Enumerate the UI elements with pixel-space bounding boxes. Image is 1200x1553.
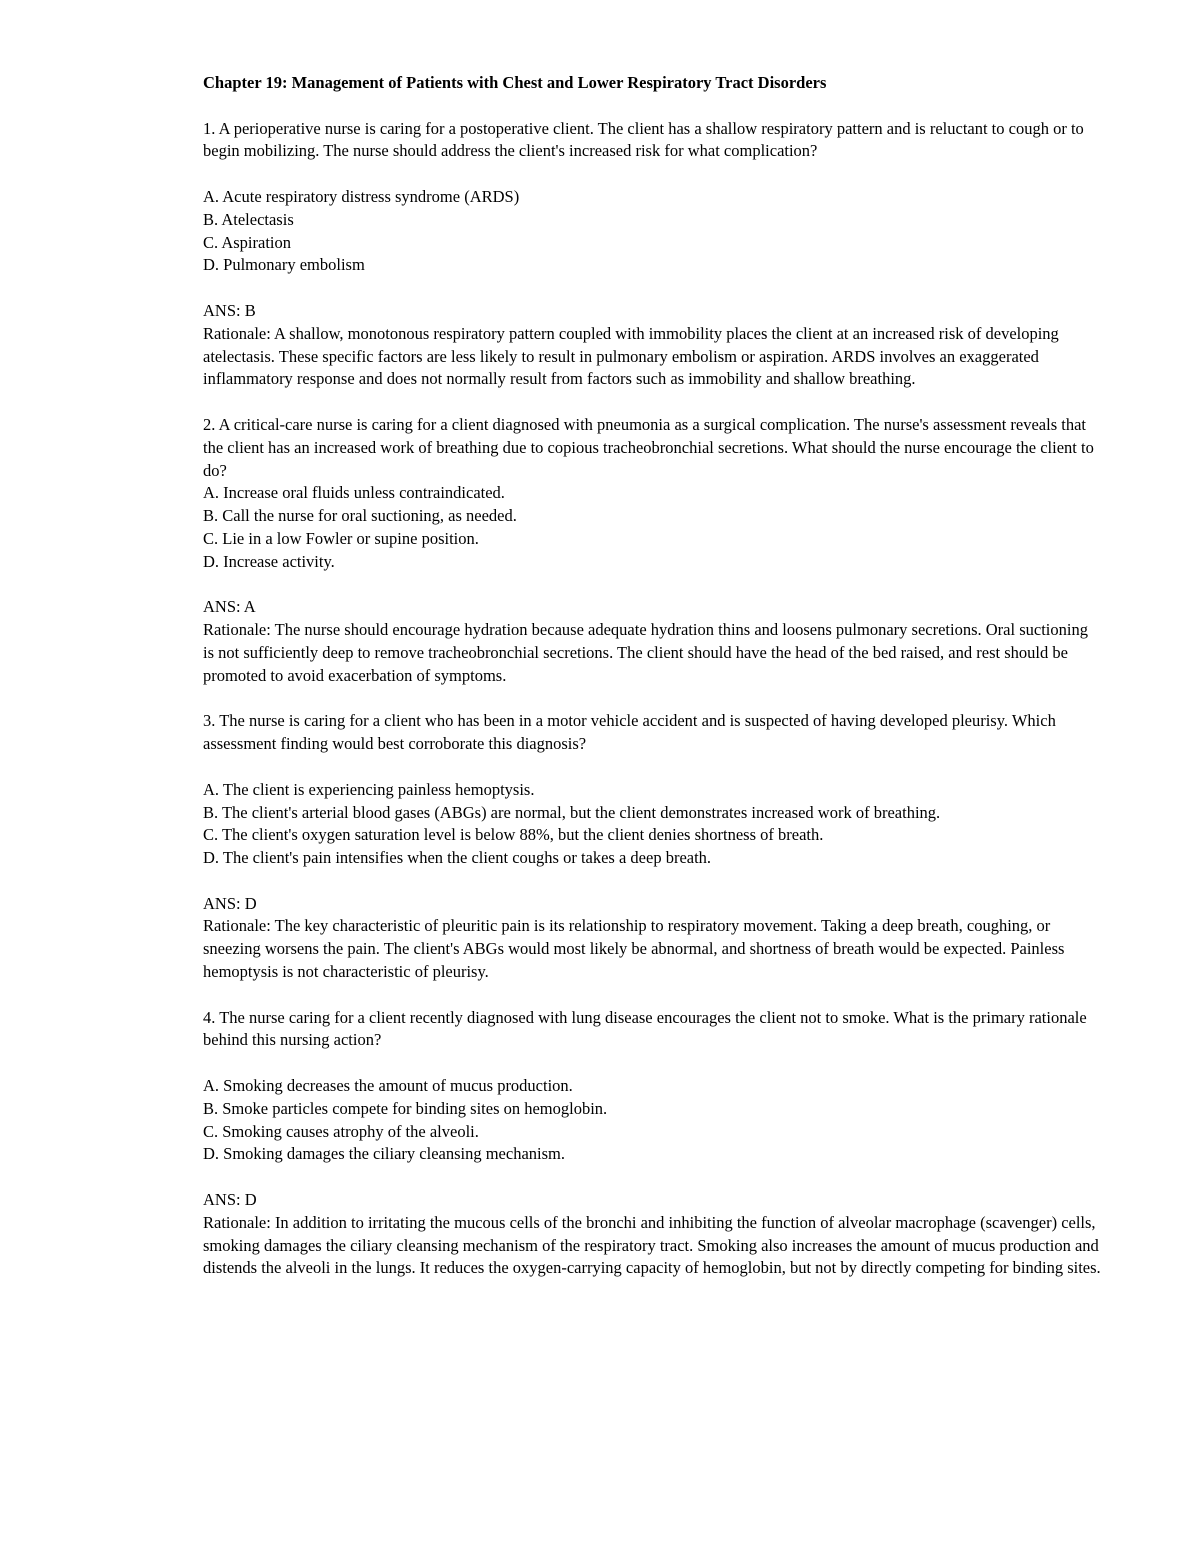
answer-options — [203, 482, 1103, 573]
spacer — [203, 756, 1103, 779]
answer-option: B. Atelectasis — [203, 209, 294, 229]
spacer — [203, 277, 1103, 300]
answer-option: A. Smoking decreases the amount of mucus production. — [203, 1076, 573, 1096]
answer-option: B. Call the nurse for oral suctioning, as needed. — [203, 506, 517, 526]
answer-option: D. The client's pain intensifies when the client coughs or takes a deep breath. — [203, 848, 712, 868]
answer-option: A. Acute respiratory distress syndrome (ARDS) — [203, 186, 520, 206]
spacer — [203, 870, 1103, 893]
chapter-title: Chapter 19: Management of Patients with Chest and Lower Respiratory Tract Disorders — [203, 73, 827, 92]
answer-options — [203, 186, 1103, 277]
question-stem: 2. A critical-care nurse is caring for a client diagnosed with pneumonia as a surgical complication. The nurse's assessment reveals that the client has an increased work of breathing due to copious tracheobronchial secretions. What should the nurse encourage the client to do? — [203, 414, 1094, 480]
answer-key: ANS: D — [203, 893, 257, 913]
answer-option: A. Increase oral fluids unless contraindicated. — [203, 483, 505, 503]
answer-key: ANS: B — [203, 300, 256, 320]
answer-option: C. Aspiration — [203, 232, 292, 252]
question-block-3 — [203, 710, 1103, 984]
answer-options — [203, 1075, 1103, 1166]
answer-options — [203, 779, 1103, 870]
answer-option: C. Lie in a low Fowler or supine position. — [203, 528, 479, 548]
answer-option: B. The client's arterial blood gases (ABGs) are normal, but the client demonstrates increased work of breathing. — [203, 802, 941, 822]
answer-option: C. The client's oxygen saturation level is below 88%, but the client denies shortness of breath. — [203, 825, 824, 845]
spacer — [203, 1166, 1103, 1189]
answer-option: D. Pulmonary embolism — [203, 255, 365, 275]
answer-option: D. Smoking damages the ciliary cleansing mechanism. — [203, 1144, 565, 1164]
rationale-text: Rationale: In addition to irritating the mucous cells of the bronchi and inhibiting the function of alveolar macrophage (scavenger) cells, smoking damages the ciliary cleansing mechanism of the respiratory tract. Smoking also increases the amount of mucus production and distends the alveoli in the lungs. It reduces the oxygen-carrying capacity of hemoglobin, but not by directly competing for binding sites. — [203, 1212, 1101, 1278]
answer-option: C. Smoking causes atrophy of the alveoli. — [203, 1121, 479, 1141]
answer-key: ANS: A — [203, 597, 256, 617]
question-stem: 1. A perioperative nurse is caring for a postoperative client. The client has a shallow respiratory pattern and is reluctant to cough or to begin mobilizing. The nurse should address the client's increased risk for what complication? — [203, 118, 1084, 161]
question-block-2 — [203, 414, 1103, 688]
question-stem: 3. The nurse is caring for a client who has been in a motor vehicle accident and is suspected of having developed pleurisy. Which assessment finding would best corroborate this diagnosis? — [203, 711, 1056, 754]
answer-option: D. Increase activity. — [203, 551, 335, 571]
spacer — [203, 1052, 1103, 1075]
rationale-text: Rationale: A shallow, monotonous respiratory pattern coupled with immobility places the client at an increased risk of developing atelectasis. These specific factors are less likely to result in pulmonary embolism or aspiration. ARDS involves an exaggerated inflammatory response and does not normally result from factors such as immobility and shallow breathing. — [203, 323, 1059, 389]
spacer — [203, 163, 1103, 186]
rationale-text: Rationale: The nurse should encourage hydration because adequate hydration thins and loosens pulmonary secretions. Oral suctioning is not sufficiently deep to remove tracheobronchial secretions. The client should have the head of the bed raised, and rest should be promoted to avoid exacerbation of symptoms. — [203, 620, 1088, 685]
answer-option: A. The client is experiencing painless hemoptysis. — [203, 779, 535, 799]
question-list — [203, 118, 1103, 1281]
question-stem: 4. The nurse caring for a client recently diagnosed with lung disease encourages the client not to smoke. What is the primary rationale behind this nursing action? — [203, 1007, 1087, 1050]
answer-option: B. Smoke particles compete for binding sites on hemoglobin. — [203, 1098, 608, 1118]
answer-key: ANS: D — [203, 1190, 257, 1210]
question-block-4 — [203, 1007, 1103, 1281]
question-block-1 — [203, 118, 1103, 392]
rationale-text: Rationale: The key characteristic of pleuritic pain is its relationship to respiratory movement. Taking a deep breath, coughing, or sneezing worsens the pain. The client's ABGs would most likely be abnormal, and shortness of breath would be expected. Painless hemoptysis is not characteristic of pleurisy. — [203, 916, 1065, 982]
spacer — [203, 574, 1103, 597]
document-body — [203, 72, 1103, 1280]
